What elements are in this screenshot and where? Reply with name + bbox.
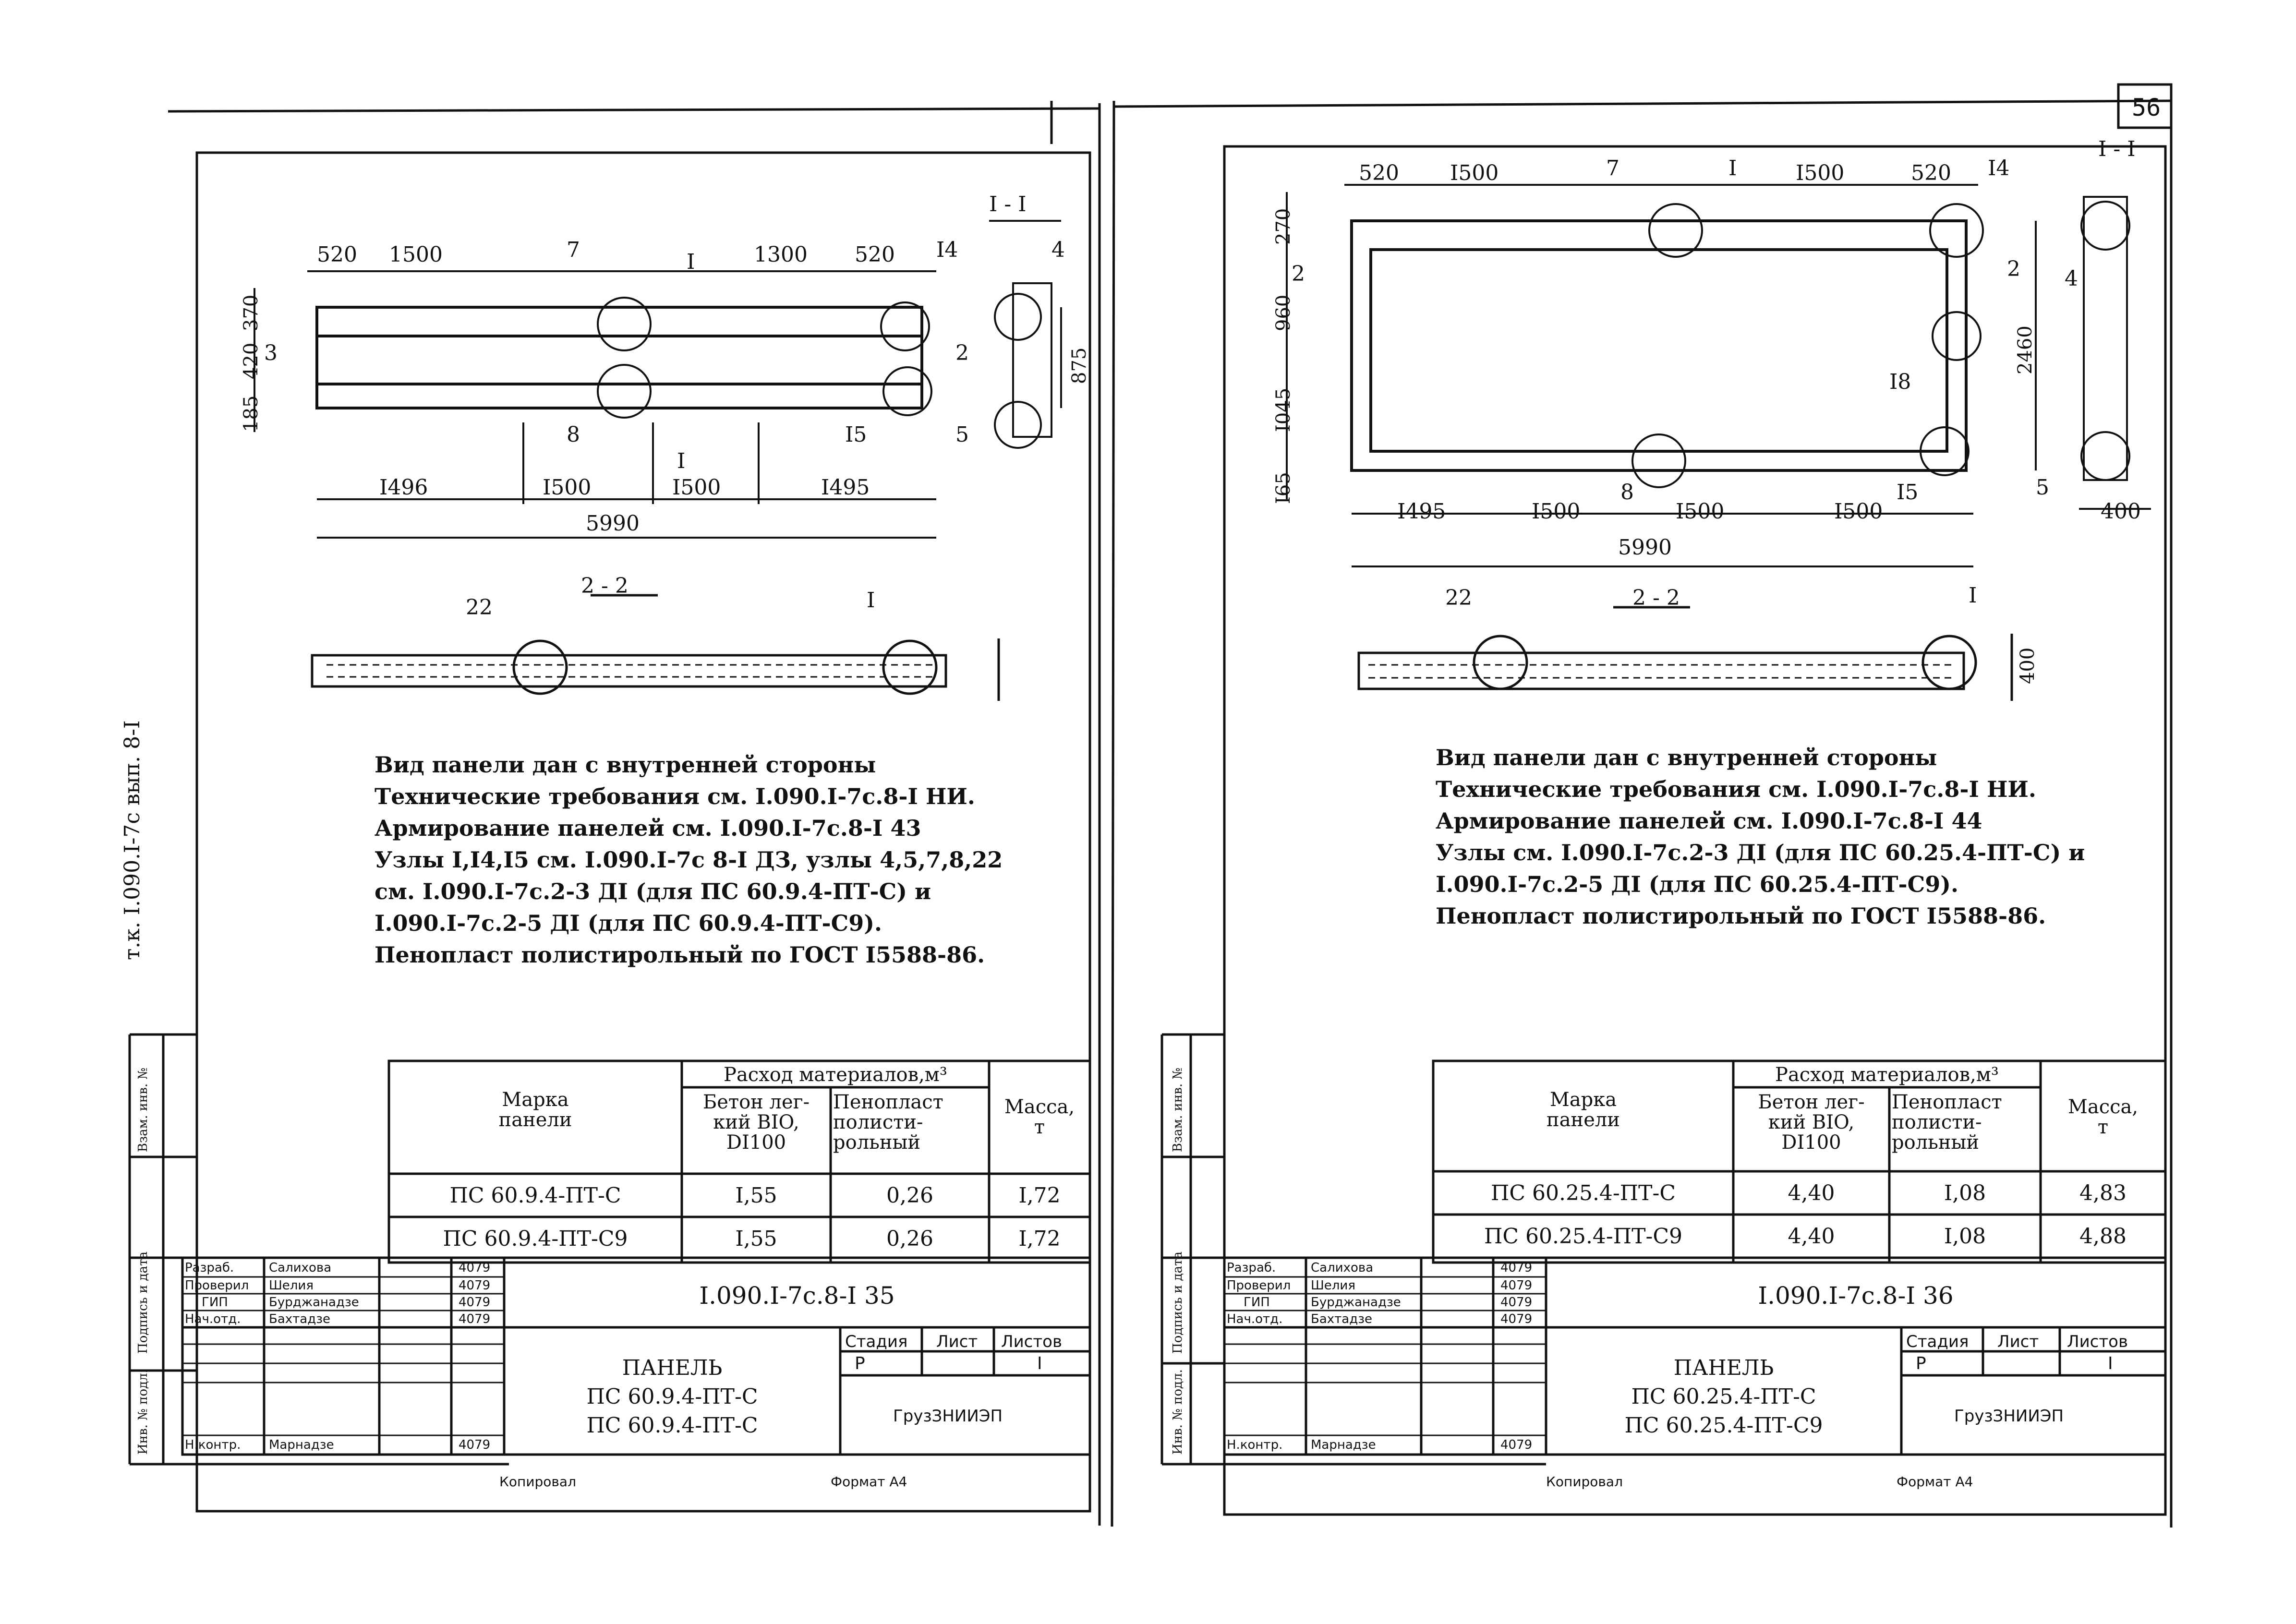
right-callout-15: I5 [1897, 480, 1919, 505]
left-note-1: Вид панели дан с внутренней стороны [375, 752, 876, 778]
left-dim-bottom-1: I496 [379, 475, 428, 500]
right-dim-top-4: 520 [1911, 161, 1951, 185]
left-side-label-2: Подпись и дата [136, 1251, 150, 1354]
left-stamp-name-3: Бурджанадзе [269, 1295, 359, 1310]
left-row-1-concrete: I,55 [735, 1183, 777, 1208]
right-callout-2b: 2 [2007, 257, 2020, 281]
left-callout-8: 8 [567, 422, 580, 447]
left-side-label-1: Инв. № подл. [136, 1369, 150, 1455]
left-stamp-role-3: ГИП [202, 1295, 228, 1310]
right-stamp-name-7: Марнадзе [1311, 1438, 1376, 1452]
right-stamp-role-1: Разраб. [1227, 1261, 1276, 1275]
left-callout-3: 3 [264, 341, 278, 365]
right-row-2-mark: ПС 60.25.4-ПТ-С9 [1484, 1224, 1683, 1249]
right-dim-left-1: 270 [1272, 208, 1294, 245]
left-stamp-date-4: 4079 [459, 1312, 491, 1326]
left-stamp-date-1: 4079 [459, 1261, 491, 1275]
left-row-2-concrete: I,55 [735, 1227, 777, 1251]
left-table-col-foam: Пенопласт полисти- рольный [833, 1091, 943, 1154]
right-section-2: 2 - 2 [1632, 586, 1680, 610]
right-stamp-role-7: Н.контр. [1227, 1438, 1283, 1452]
left-dim-top-1: 520 [317, 242, 357, 267]
left-dim-bottom-3: I500 [672, 475, 721, 500]
left-stamp-date-7: 4079 [459, 1438, 491, 1452]
left-table-col-mark: Марка панели [498, 1089, 572, 1131]
right-table-col-concrete: Бетон лег- кий BIO, DI100 [1758, 1091, 1865, 1154]
right-stamp-stage: Р [1916, 1354, 1926, 1373]
right-dim-bottom-3: I500 [1676, 499, 1725, 524]
left-stamp-role-1: Разраб. [185, 1261, 234, 1275]
left-stamp-stage-label: Стадия [845, 1332, 908, 1351]
right-stamp-name-4: Бахтадзе [1311, 1312, 1373, 1326]
left-callout-1b: I [867, 588, 875, 613]
left-section-1: I - I [989, 192, 1027, 217]
left-callout-15: I5 [845, 422, 867, 447]
left-stamp-date-3: 4079 [459, 1295, 491, 1310]
left-table-col-mass: Масса, т [1004, 1096, 1075, 1138]
right-callout-7: 7 [1606, 156, 1619, 180]
left-stamp-role-7: Н.контр. [185, 1438, 241, 1452]
right-stamp-copied: Копировал [1546, 1474, 1623, 1490]
right-stamp-date-7: 4079 [1500, 1438, 1533, 1452]
right-dim-bottom-4: I500 [1834, 499, 1883, 524]
left-note-3: Армирование панелей см. I.090.I-7c.8-I 43 [375, 815, 921, 841]
right-dim-left-4: I65 [1272, 472, 1294, 504]
right-stamp-org: ГрузЗНИИЭП [1954, 1407, 2064, 1426]
right-notes [1436, 742, 2085, 932]
right-note-1: Вид панели дан с внутренней стороны [1436, 745, 1937, 770]
right-stamp-role-3: ГИП [1244, 1295, 1270, 1310]
left-dim-top-4: 520 [855, 242, 895, 267]
right-table-col-mark: Марка панели [1547, 1089, 1620, 1131]
right-stamp-stage-label: Стадия [1906, 1332, 1969, 1351]
left-stamp-sheets-label: Листов [1001, 1332, 1063, 1351]
left-callout-7: 7 [567, 238, 580, 262]
right-stamp-sheet-label: Лист [1997, 1332, 2039, 1351]
left-stamp-sheets: I [1037, 1354, 1042, 1373]
right-stamp-role-2: Проверил [1227, 1278, 1291, 1293]
right-dim-section2: 400 [2017, 647, 2039, 684]
right-callout-4: 4 [2065, 266, 2078, 291]
right-dim-total: 5990 [1618, 535, 1672, 560]
right-stamp-date-1: 4079 [1500, 1261, 1533, 1275]
left-dim-top-3: 1300 [754, 242, 808, 267]
left-callout-14: I4 [936, 238, 958, 262]
left-stamp-copied: Копировал [499, 1474, 576, 1490]
side-series-code: т.к. I.090.I-7c вып. 8-I [120, 720, 145, 960]
right-stamp-name-3: Бурджанадзе [1311, 1295, 1401, 1310]
left-stamp-title: ПАНЕЛЬ ПС 60.9.4-ПТ-С ПС 60.9.4-ПТ-С [586, 1356, 758, 1438]
left-stamp-format: Формат А4 [831, 1474, 907, 1490]
right-callout-18: I8 [1889, 370, 1911, 394]
left-stamp-name-7: Марнадзе [269, 1438, 334, 1452]
right-section-1: I - I [2098, 137, 2136, 161]
left-dim-bottom-4: I495 [821, 475, 870, 500]
right-row-1-mass: 4,83 [2079, 1181, 2127, 1205]
left-table-col-concrete: Бетон лег- кий BIO, DI100 [702, 1091, 810, 1154]
right-stamp-date-4: 4079 [1500, 1312, 1533, 1326]
right-note-2: Технические требования см. I.090.I-7c.8-I НИ. [1436, 776, 2036, 802]
right-dim-top-1: 520 [1359, 161, 1399, 185]
left-callout-5: 5 [955, 422, 969, 447]
right-stamp-role-4: Нач.отд. [1227, 1312, 1283, 1326]
right-table-col-group: Расход материалов,м³ [1775, 1064, 1999, 1086]
right-note-3: Армирование панелей см. I.090.I-7c.8-I 44 [1436, 808, 1982, 834]
left-callout-22: 22 [466, 595, 493, 620]
right-row-2-concrete: 4,40 [1788, 1224, 1835, 1249]
right-stamp-sheets: I [2108, 1354, 2113, 1373]
right-stamp-date-2: 4079 [1500, 1278, 1533, 1293]
right-stamp-sheets-label: Листов [2067, 1332, 2128, 1351]
left-note-7: Пенопласт полистирольный по ГОСТ I5588-86. [375, 942, 985, 968]
left-callout-1: I [687, 250, 695, 274]
right-note-5: I.090.I-7c.2-5 ДI (для ПС 60.25.4-ПТ-С9). [1436, 871, 1958, 897]
left-dim-left-2: 420 [240, 342, 262, 379]
right-stamp-date-3: 4079 [1500, 1295, 1533, 1310]
right-dim-left-3: I045 [1272, 387, 1294, 432]
right-callout-22: 22 [1445, 586, 1472, 610]
right-callout-14: I4 [1988, 156, 2010, 180]
right-row-2-mass: 4,88 [2079, 1224, 2127, 1249]
left-row-1-foam: 0,26 [886, 1183, 933, 1208]
left-dim-total: 5990 [586, 511, 640, 536]
left-dim-left-3: 185 [240, 395, 262, 432]
right-stamp-name-1: Салихова [1311, 1261, 1374, 1275]
right-note-6: Пенопласт полистирольный по ГОСТ I5588-86. [1436, 903, 2046, 929]
right-callout-1: I [1728, 156, 1737, 180]
left-note-6: I.090.I-7c.2-5 ДI (для ПС 60.9.4-ПТ-С9). [375, 910, 882, 936]
right-callout-5: 5 [2036, 475, 2049, 500]
left-stamp-code: I.090.I-7c.8-I 35 [699, 1282, 895, 1310]
left-stamp-org: ГрузЗНИИЭП [893, 1407, 1003, 1426]
left-dim-top-2: 1500 [389, 242, 443, 267]
left-stamp-name-2: Шелия [269, 1278, 314, 1293]
right-callout-1b: I [1969, 583, 1977, 608]
right-dim-right: 2460 [2014, 325, 2036, 374]
left-stamp-date-2: 4079 [459, 1278, 491, 1293]
right-stamp-code: I.090.I-7c.8-I 36 [1758, 1282, 1954, 1310]
right-row-1-foam: I,08 [1944, 1181, 1986, 1205]
right-note-4: Узлы см. I.090.I-7c.2-3 ДI (для ПС 60.25.4-ПТ-С) и [1436, 840, 2085, 866]
left-stamp-stage: Р [855, 1354, 865, 1373]
left-stamp-name-1: Салихова [269, 1261, 332, 1275]
left-table-col-group: Расход материалов,м³ [724, 1064, 947, 1086]
left-note-2: Технические требования см. I.090.I-7c.8-I НИ. [375, 783, 975, 809]
left-stamp-role-2: Проверил [185, 1278, 249, 1293]
right-row-2-foam: I,08 [1944, 1224, 1986, 1249]
left-dim-bottom-2: I500 [543, 475, 592, 500]
page-number: 56 [2132, 94, 2161, 121]
left-side-label-3: Взам. инв. № [136, 1068, 150, 1152]
right-row-1-concrete: 4,40 [1788, 1181, 1835, 1205]
left-row-1-mark: ПС 60.9.4-ПТ-С [449, 1183, 621, 1208]
left-callout-1c: I [677, 449, 686, 473]
left-callout-2: 2 [955, 341, 969, 365]
left-stamp-role-4: Нач.отд. [185, 1312, 241, 1326]
right-callout-8: 8 [1620, 480, 1634, 505]
left-row-2-mark: ПС 60.9.4-ПТ-С9 [443, 1227, 628, 1251]
right-stamp-format: Формат А4 [1897, 1474, 1973, 1490]
left-row-2-mass: I,72 [1018, 1227, 1061, 1251]
right-table-col-foam: Пенопласт полисти- рольный [1892, 1091, 2002, 1154]
left-note-5: см. I.090.I-7c.2-3 ДI (для ПС 60.9.4-ПТ-С) и [375, 878, 931, 904]
left-row-2-foam: 0,26 [886, 1227, 933, 1251]
left-callout-4: 4 [1051, 238, 1065, 262]
left-stamp-sheet-label: Лист [936, 1332, 978, 1351]
left-notes [375, 749, 1003, 971]
left-row-1-mass: I,72 [1018, 1183, 1061, 1208]
right-table-col-mass: Масса, т [2067, 1096, 2139, 1138]
right-row-1-mark: ПС 60.25.4-ПТ-С [1490, 1181, 1676, 1205]
right-side-label-3: Взам. инв. № [1171, 1068, 1185, 1152]
left-dim-left-1: 370 [240, 294, 262, 331]
left-stamp-name-4: Бахтадзе [269, 1312, 331, 1326]
right-dim-bottom-2: I500 [1532, 499, 1581, 524]
left-note-4: Узлы I,I4,I5 см. I.090.I-7c 8-I ДЗ, узлы 4,5,7,8,22 [375, 847, 1003, 873]
right-side-label-1: Инв. № подл. [1171, 1369, 1185, 1455]
right-dim-bottom-1: I495 [1397, 499, 1446, 524]
left-section-2: 2 - 2 [581, 574, 628, 598]
left-dim-right: 875 [1068, 347, 1090, 384]
right-stamp-title: ПАНЕЛЬ ПС 60.25.4-ПТ-С ПС 60.25.4-ПТ-С9 [1624, 1356, 1823, 1438]
right-side-label-2: Подпись и дата [1171, 1251, 1185, 1354]
right-callout-2a: 2 [1292, 262, 1305, 286]
right-dim-section: 400 [2101, 499, 2141, 524]
right-dim-left-2: 960 [1272, 294, 1294, 331]
right-dim-top-2: I500 [1450, 161, 1499, 185]
right-dim-top-3: I500 [1796, 161, 1845, 185]
right-stamp-name-2: Шелия [1311, 1278, 1355, 1293]
